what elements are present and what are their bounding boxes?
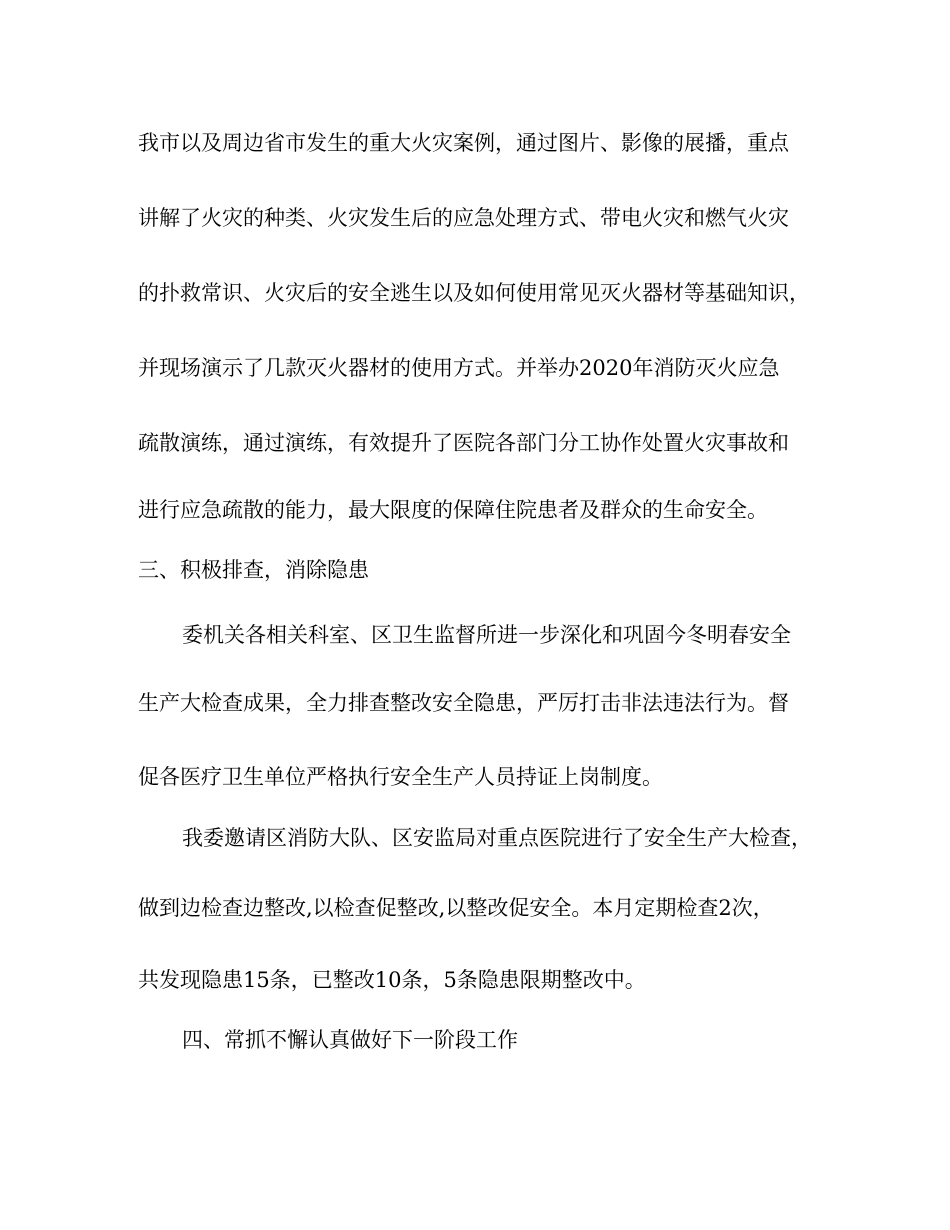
paragraph-line: 讲解了火灾的种类、火灾发生后的应急处理方式、带电火灾和燃气火灾 [138,206,789,230]
section-heading: 三、积极排查，消除隐患 [138,558,369,582]
paragraph-line: 做到边检查边整改,以检查促整改,以整改促安全。本月定期检查2次， [138,896,774,920]
paragraph-line: 我市以及周边省市发生的重大火灾案例，通过图片、影像的展播，重点 [138,131,789,155]
paragraph-line: 委机关各相关科室、区卫生监督所进一步深化和巩固今冬明春安全 [182,623,791,647]
paragraph-line: 促各医疗卫生单位严格执行安全生产人员持证上岗制度。 [138,765,663,789]
paragraph-line: 的扑救常识、火灾后的安全逃生以及如何使用常见灭火器材等基础知识， [138,281,810,305]
paragraph-line: 生产大检查成果，全力排查整改安全隐患，严厉打击非法违法行为。督 [138,691,789,715]
paragraph-line: 进行应急疏散的能力，最大限度的保障住院患者及群众的生命安全。 [138,498,768,522]
paragraph-line: 我委邀请区消防大队、区安监局对重点医院进行了安全生产大检查， [182,826,812,850]
section-heading: 四、常抓不懈认真做好下一阶段工作 [182,1028,518,1052]
paragraph-line: 疏散演练，通过演练，有效提升了医院各部门分工协作处置火灾事故和 [138,431,789,455]
paragraph-line: 共发现隐患15条，已整改10条，5条隐患限期整改中。 [138,968,646,992]
paragraph-line: 并现场演示了几款灭火器材的使用方式。并举办2020年消防灭火应急 [138,356,780,380]
